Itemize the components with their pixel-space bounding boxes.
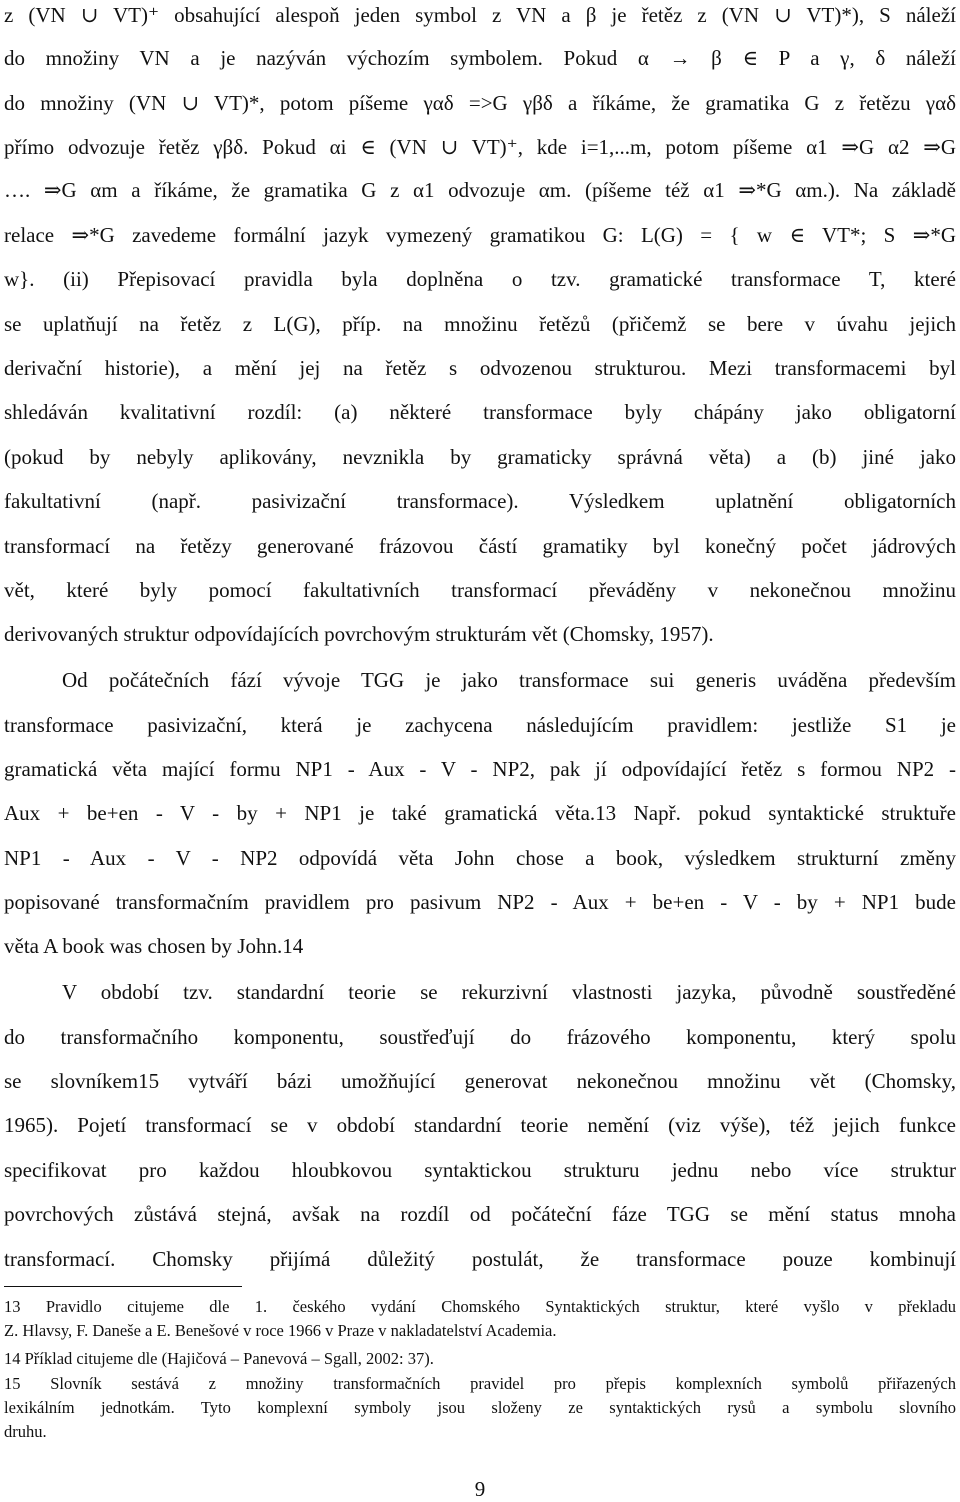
text-line-3: do množiny (VN ∪ VT)*, potom píšeme γαδ =>G γβδ a říkáme, že gramatika G z řetězu γαδ [4, 91, 956, 115]
text-line-5: …. ⇒G αm a říkáme, že gramatika G z α1 odvozuje αm. (píšeme též α1 ⇒*G αm.). Na základě [4, 178, 956, 202]
text-line-9: derivační historie), a mění jej na řetěz s odvozenou strukturou. Mezi transformacemi byl [4, 356, 956, 380]
footnote-line-5: lexikálním jednotkám. Tyto komplexní symboly jsou složeny ze syntaktických rysů a symbolu slovního [4, 1398, 956, 1417]
footnote-line-4: 15 Slovník sestává z množiny transformačních pravidel pro přepis komplexních symbolů přiřazených [4, 1374, 956, 1393]
text-line-25: se slovníkem15 vytváří bázi umožňující generovat nekonečnou množinu vět (Chomsky, [4, 1069, 956, 1093]
page-number: 9 [474, 1477, 486, 1501]
text-line-14: vět, které byly pomocí fakultativních transformací převáděny v nekonečnou množinu [4, 578, 956, 602]
text-line-28: povrchových zůstává stejná, avšak na rozdíl od počáteční fáze TGG se mění status mnoha [4, 1202, 956, 1226]
text-line-18: gramatická věta mající formu NP1 - Aux - V - NP2, pak jí odpovídající řetěz s formou NP2 - [4, 757, 956, 781]
text-line-15: derivovaných struktur odpovídajících povrchovým strukturám vět (Chomsky, 1957). [4, 622, 714, 646]
footnote-line-2: Z. Hlavsy, F. Daneše a E. Benešové v roce 1966 v Praze v nakladatelství Academia. [4, 1321, 557, 1340]
text-line-22: věta A book was chosen by John.14 [4, 934, 304, 958]
text-line-23: V období tzv. standardní teorie se rekurzivní vlastnosti jazyka, původně soustředěné [62, 980, 956, 1004]
text-line-10: shledáván kvalitativní rozdíl: (a) některé transformace byly chápány jako obligatorní [4, 400, 956, 424]
text-line-1: z (VN ∪ VT)⁺ obsahující alespoň jeden symbol z VN a β je řetěz z (VN ∪ VT)*), S náleží [4, 3, 956, 27]
footnote-separator [4, 1286, 242, 1287]
footnote-line-6: druhu. [4, 1422, 47, 1441]
text-line-4: přímo odvozuje řetěz γβδ. Pokud αi ∈ (VN ∪ VT)⁺, kde i=1,...m, potom píšeme α1 ⇒G α2 ⇒G [4, 135, 956, 159]
text-line-6: relace ⇒*G zavedeme formální jazyk vymezený gramatikou G: L(G) = { w ∈ VT*; S ⇒*G [4, 223, 956, 247]
text-line-19: Aux + be+en - V - by + NP1 je také gramatická věta.13 Např. pokud syntaktické struktuře [4, 801, 956, 825]
footnote-line-1: 13 Pravidlo citujeme dle 1. českého vydání Chomského Syntaktických struktur, které vyšlo v překladu [4, 1297, 956, 1316]
text-line-24: do transformačního komponentu, soustřeďují do frázového komponentu, který spolu [4, 1025, 956, 1049]
text-line-27: specifikovat pro každou hloubkovou syntaktickou strukturu jednu nebo více struktur [4, 1158, 956, 1182]
text-line-2: do množiny VN a je nazýván výchozím symbolem. Pokud α → β ∈ P a γ, δ náleží [4, 46, 956, 70]
text-line-16: Od počátečních fází vývoje TGG je jako transformace sui generis uváděna především [62, 668, 956, 692]
text-line-17: transformace pasivizační, která je zachycena následujícím pravidlem: jestliže S1 je [4, 713, 956, 737]
text-line-12: fakultativní (např. pasivizační transformace). Výsledkem uplatnění obligatorních [4, 489, 956, 513]
text-line-20: NP1 - Aux - V - NP2 odpovídá věta John chose a book, výsledkem strukturní změny [4, 846, 956, 870]
text-line-8: se uplatňují na řetěz z L(G), příp. na množinu řetězů (přičemž se bere v úvahu jejich [4, 312, 956, 336]
footnote-line-3: 14 Příklad citujeme dle (Hajičová – Panevová – Sgall, 2002: 37). [4, 1349, 434, 1368]
text-line-26: 1965). Pojetí transformací se v období standardní teorie nemění (viz výše), též jejich funkce [4, 1113, 956, 1137]
text-line-7: w}. (ii) Přepisovací pravidla byla doplněna o tzv. gramatické transformace T, které [4, 267, 956, 291]
text-line-29: transformací. Chomsky přijímá důležitý postulát, že transformace pouze kombinují [4, 1247, 956, 1271]
text-line-11: (pokud by nebyly aplikovány, nevznikla by gramaticky správná věta) a (b) jiné jako [4, 445, 956, 469]
text-line-21: popisované transformačním pravidlem pro pasivum NP2 - Aux + be+en - V - by + NP1 bude [4, 890, 956, 914]
text-line-13: transformací na řetězy generované frázovou částí gramatiky byl konečný počet jádrových [4, 534, 956, 558]
